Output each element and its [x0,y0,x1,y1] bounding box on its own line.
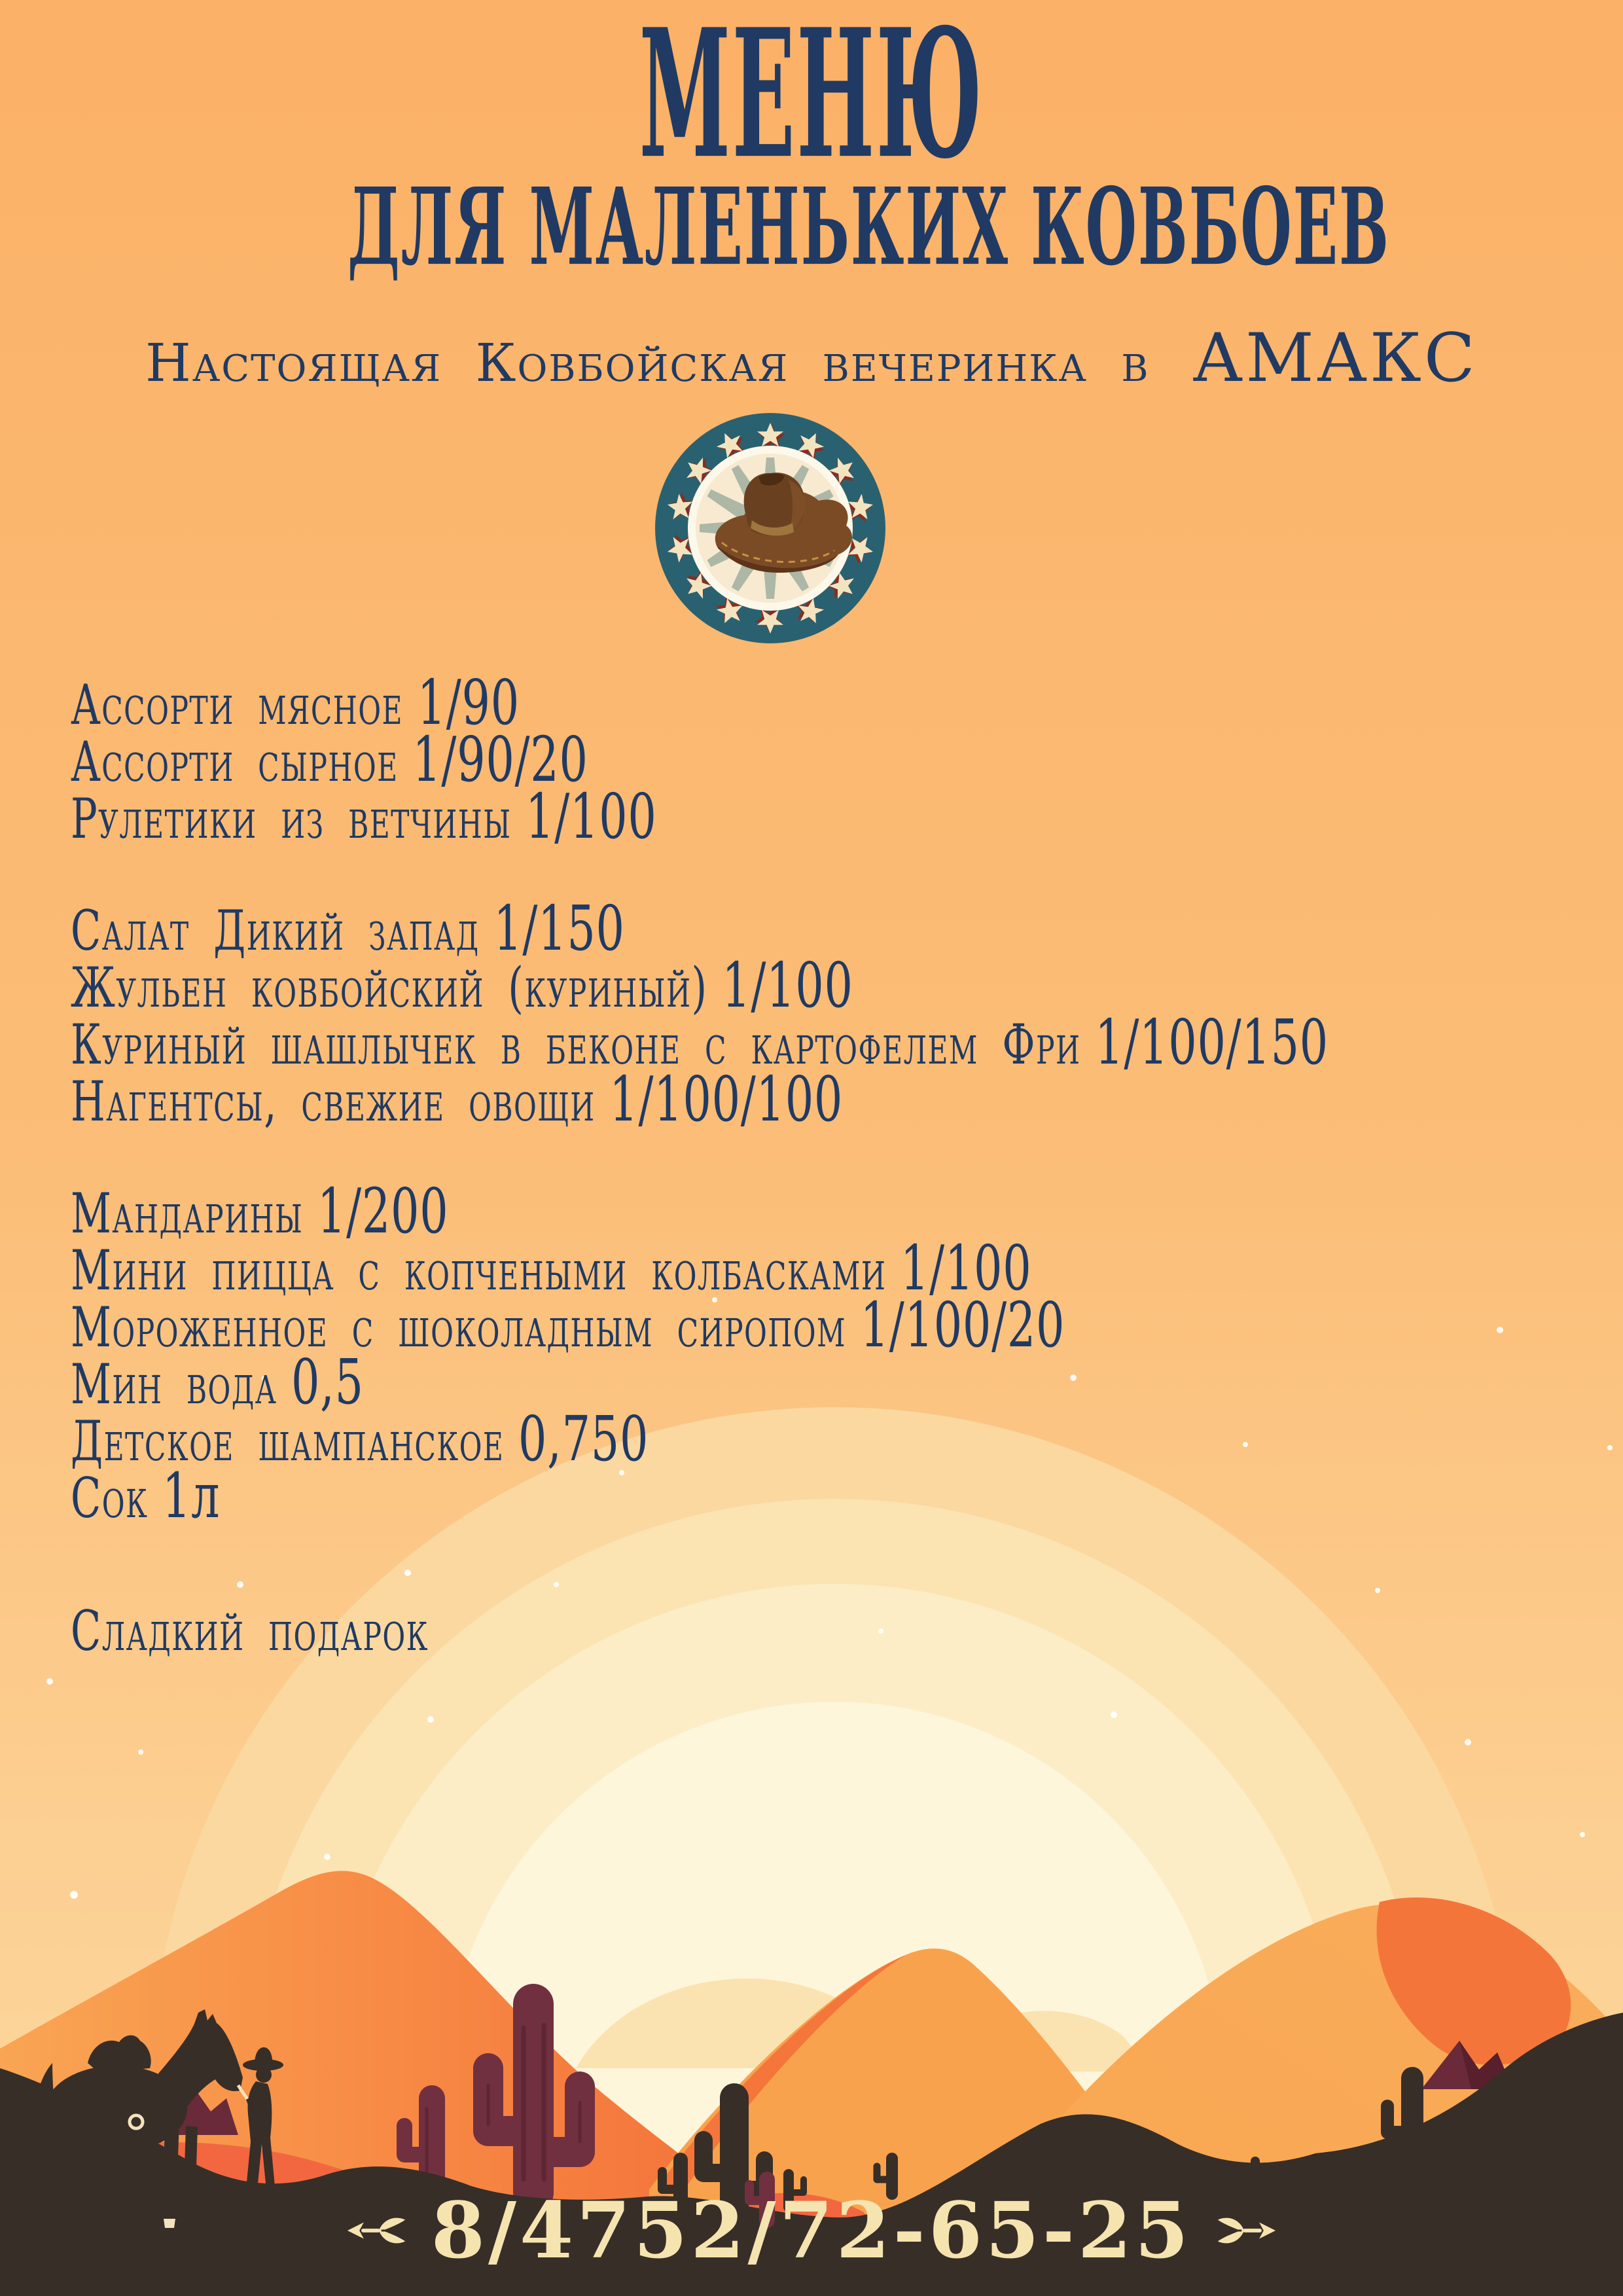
feather-arrow-left-icon [346,2210,409,2251]
item-portion: 1/90/20 [412,724,588,796]
item-name: Мини пицца с копчеными колбасками [71,1238,887,1302]
item-name: Нагентсы, свежие овощи [71,1069,596,1134]
menu-item [71,1175,1329,1247]
menu-group-starters [71,667,1329,853]
item-name: Салат Дикий запад [71,899,480,963]
brand-name: АМАКС [1192,319,1478,397]
menu-item [71,1289,1329,1361]
menu-item [71,1232,1329,1304]
tagline-text: Настоящая Ковбойская вечеринка в [145,332,1150,393]
menu-item [71,781,1329,853]
menu-item [71,1403,1329,1475]
item-portion: 1/100/150 [1095,1007,1329,1079]
footer [0,2185,1623,2276]
item-portion: 1/200 [317,1175,449,1247]
item-name: Куриный шашлычек в беконе с картофелем Фри [71,1013,1081,1077]
item-name: Жульен ковбойский (куриный) [71,956,708,1020]
feather-arrow-right-icon [1214,2210,1277,2251]
item-name: Детское шампанское [71,1409,505,1473]
item-name: Рулетики из ветчины [71,787,512,851]
menu-item [71,724,1329,796]
cowboy-hat-badge [654,412,887,645]
item-name: Мандарины [71,1181,304,1246]
item-name: Мин вода [71,1352,277,1416]
item-portion: 1/90 [417,667,520,739]
menu-item [71,893,1329,965]
page-title: МЕНЮ [639,0,984,198]
title-block [0,0,1623,290]
item-portion: 1л [162,1460,221,1532]
item-portion: 1/100/20 [860,1289,1065,1361]
item-name: Сладкий подарок [71,1599,429,1663]
item-portion: 0,5 [291,1346,364,1418]
menu-group-desserts-drinks [71,1175,1329,1532]
item-portion: 1/150 [493,893,625,965]
item-portion: 1/100 [900,1232,1032,1304]
page-subtitle: ДЛЯ МАЛЕНЬКИХ КОВБОЕВ [347,164,1390,290]
item-portion: 1/100 [722,950,853,1022]
menu-list [71,667,1329,1663]
item-name: Мороженное с шоколадным сиропом [71,1295,846,1359]
item-name: Ассорти сырное [71,730,399,794]
tagline [0,319,1623,397]
menu-item [71,1460,1329,1532]
menu-item [71,1064,1329,1136]
menu-group-gift [71,1599,1329,1663]
menu-item [71,1599,1329,1663]
menu-item [71,1346,1329,1418]
item-portion: 0,750 [518,1403,649,1475]
menu-item [71,667,1329,739]
phone-number: 8/4752/72-65-25 [431,2185,1192,2276]
menu-group-mains [71,893,1329,1136]
item-portion: 1/100 [526,781,657,853]
item-name: Сок [71,1466,149,1530]
item-portion: 1/100/100 [609,1064,844,1136]
item-name: Ассорти мясное [71,673,404,737]
